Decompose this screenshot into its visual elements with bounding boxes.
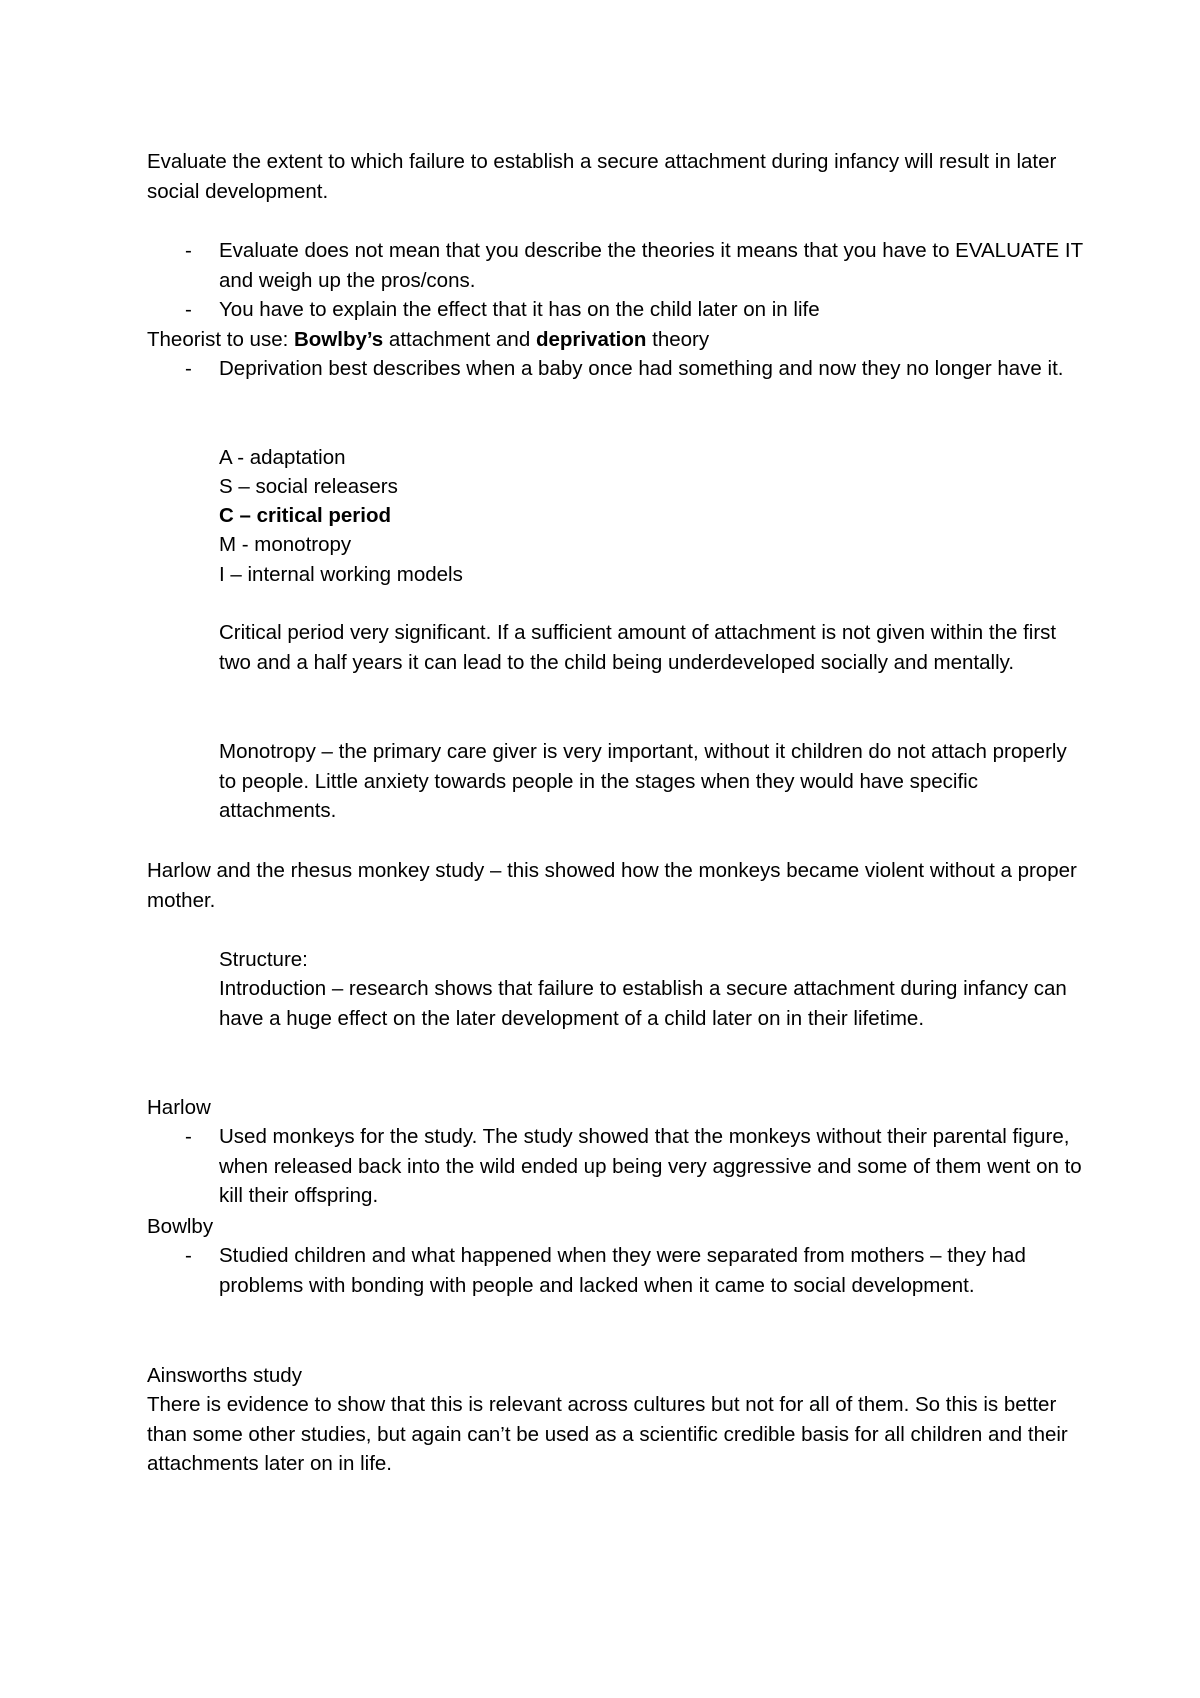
harlow-heading: Harlow [147, 1096, 211, 1119]
theorist-term: deprivation [535, 328, 647, 351]
note-text: You have to explain the effect that it has on the child later on in life [219, 298, 820, 321]
deprivation-text: Deprivation best describes when a baby once had something and now they no longer have it. [219, 357, 1064, 380]
essay-question: Evaluate the extent to which failure to establish a secure attachment during infancy will result in later social development. [147, 150, 1057, 203]
bullet-dash: - [185, 298, 192, 321]
bullet-dash: - [185, 239, 192, 262]
asc-mi-item-c: C – critical period [219, 504, 392, 527]
bowlby-heading: Bowlby [147, 1215, 214, 1238]
asc-mi-item-i: I – internal working models [219, 563, 463, 586]
theorist-line [147, 325, 1077, 355]
bullet-dash: - [185, 357, 192, 380]
ainsworth-heading: Ainsworths study [147, 1364, 302, 1387]
ainsworth-paragraph: There is evidence to show that this is relevant across cultures but not for all of them. So this is better than some other studies, but again can’t be used as a scientific credible basis for all children and their attachments later on in life. [147, 1393, 1068, 1475]
bullet-dash: - [185, 1125, 192, 1148]
bowlby-bullet-text: Studied children and what happened when they were separated from mothers – they had problems with bonding with people and lacked when it came to social development. [219, 1244, 1026, 1297]
bullet-dash: - [185, 1244, 192, 1267]
monotropy-paragraph: Monotropy – the primary care giver is very important, without it children do not attach properly to people. Little anxiety towards people in the stages when they would have specific attachments. [219, 740, 1067, 822]
theorist-mid: attachment and [383, 328, 536, 351]
asc-mi-item-s: S – social releasers [219, 475, 398, 498]
critical-period-paragraph: Critical period very significant. If a sufficient amount of attachment is not given within the first two and a half years it can lead to the child being underdeveloped socially and mentally. [219, 621, 1057, 674]
structure-label: Structure: [219, 948, 308, 971]
theorist-suffix: theory [646, 328, 710, 351]
harlow-bullet-text: Used monkeys for the study. The study showed that the monkeys without their parental figure, when released back into the wild ended up being very aggressive and some of them went on to kill their offspring. [219, 1125, 1082, 1207]
theorist-prefix: Theorist to use: [147, 328, 294, 351]
theorist-name: Bowlby’s [293, 328, 384, 351]
harlow-intro-paragraph: Harlow and the rhesus monkey study – this showed how the monkeys became violent without a proper mother. [147, 859, 1077, 912]
note-text: Evaluate does not mean that you describe the theories it means that you have to EVALUATE IT and weigh up the pros/cons. [219, 239, 1083, 292]
structure-introduction: Introduction – research shows that failure to establish a secure attachment during infancy can have a huge effect on the later development of a child later on in their lifetime. [219, 977, 1067, 1030]
asc-mi-item-a: A - adaptation [219, 446, 346, 469]
asc-mi-item-m: M - monotropy [219, 533, 352, 556]
